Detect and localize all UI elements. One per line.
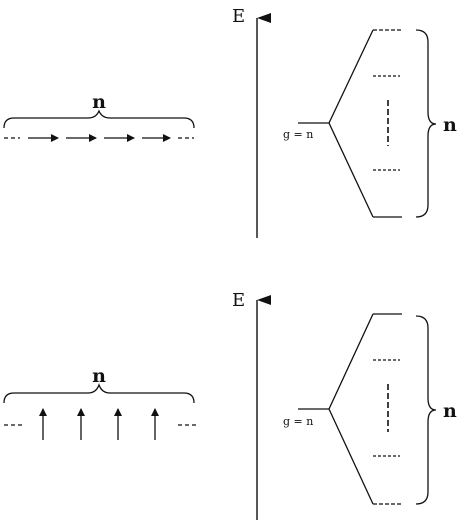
bottom-chain-brace [4,385,194,403]
top-level-splitting [283,30,457,217]
top-chain-count-label: n [92,91,106,113]
bottom-level-splitting [283,314,457,504]
top-levels-brace [416,30,436,217]
bottom-levels-brace [416,316,436,504]
bottom-split-line-lower [329,409,373,504]
bottom-energy-axis-label: E [232,290,246,311]
top-dipole-chain [4,91,194,138]
bottom-panel [4,290,457,520]
top-degeneracy-label: g = n [283,128,314,141]
top-energy-axis-label: E [232,6,246,27]
bottom-dipole-chain [4,365,196,440]
top-panel [4,6,457,238]
top-chain-brace [4,111,194,128]
top-level-count-label: n [443,114,457,136]
bottom-split-line-upper [329,314,373,409]
bottom-degeneracy-label: g = n [283,415,314,428]
bottom-chain-count-label: n [92,365,106,387]
top-split-line-upper [329,30,373,123]
bottom-level-count-label: n [443,400,457,422]
top-split-line-lower [329,123,373,217]
